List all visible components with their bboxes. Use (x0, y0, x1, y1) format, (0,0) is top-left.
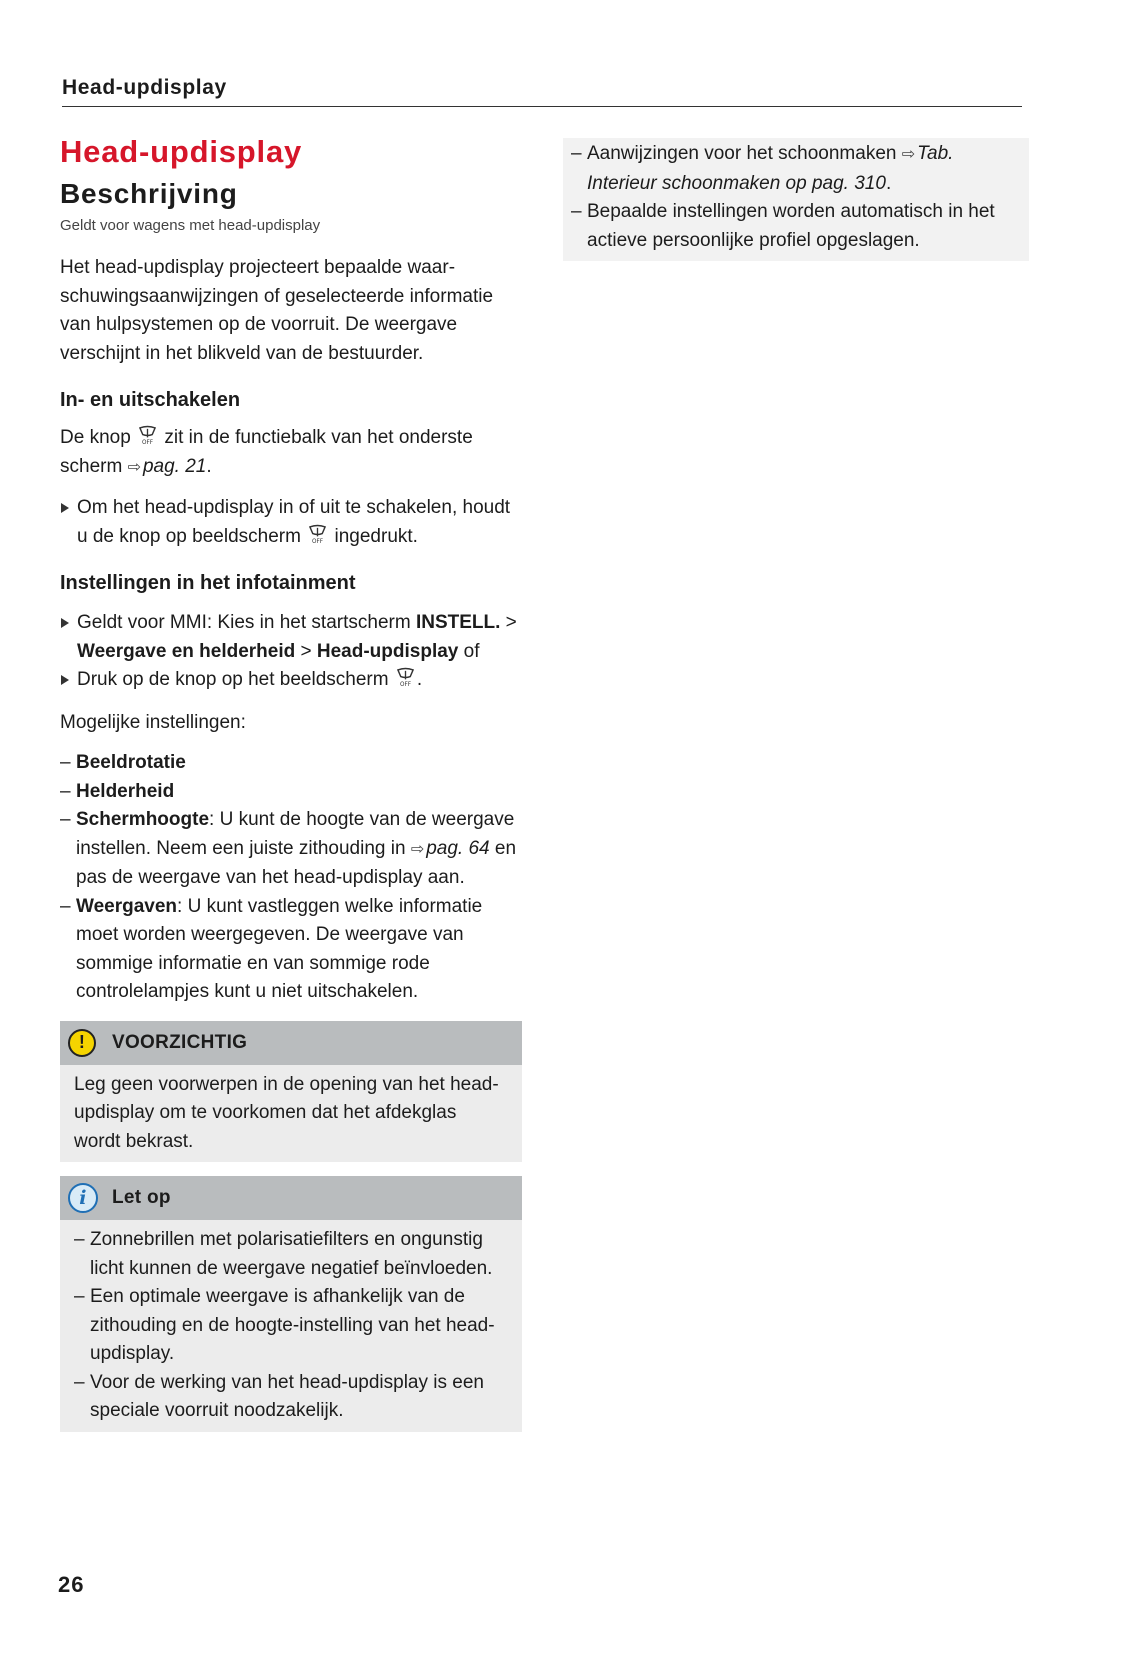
svg-text:OFF: OFF (399, 682, 411, 688)
hud-off-icon (396, 667, 415, 688)
page-ref-64[interactable]: pag. 64 (426, 837, 490, 859)
list-item (60, 806, 522, 893)
option-weergaven: Weergaven (76, 895, 178, 917)
note-label: Let op (112, 1187, 171, 1208)
hud-off-icon (308, 524, 327, 545)
running-header: Head-updisplay (62, 76, 1022, 107)
caution-header (60, 1021, 522, 1065)
cleaning-note-text: Aanwijzingen voor het schoonmaken (587, 143, 897, 164)
onoff-text-end: . (206, 455, 212, 477)
onoff-step-text: Om het head-updisplay in of uit te schakelen, houdt u de knop op beeldscherm (77, 497, 511, 547)
option-weergaven-text: : U kunt vastleggen welke informatie moet worden weergegeven. De weergave van sommige informatie en van sommige rode controlelampjes kunt u niet uitschakelen. (76, 895, 483, 1002)
option-beeldrotatie: Beeldrotatie (76, 752, 186, 773)
subsection-title: Beschrijving (60, 178, 238, 209)
menu-separator: > (295, 640, 317, 662)
menu-separator: > (500, 612, 517, 633)
settings-step-1 (60, 609, 522, 666)
ref-arrow-icon: ⇨ (127, 458, 141, 476)
applies-to-note: Geldt voor wagens met head-updisplay (60, 217, 321, 234)
settings-step-2 (60, 666, 522, 695)
note-list (74, 1226, 508, 1426)
option-schermhoogte-end: en pas de weergave van het head-updisplay aan. (76, 837, 517, 888)
ref-arrow-icon: ⇨ (410, 840, 425, 858)
step-triangle-icon (61, 675, 69, 685)
list-item: – Een optimale weergave is afhankelijk van de zithouding en de hoogte-instelling van het head-updisplay. (74, 1283, 508, 1369)
list-item: – Voor de werking van het head-updisplay is een speciale voorruit noodzakelijk. (74, 1369, 508, 1426)
possible-settings-label: Mogelijke instellingen: (60, 711, 246, 733)
list-item (60, 893, 522, 1007)
settings-step1-text: Geldt voor MMI: Kies in het startscherm (77, 612, 411, 633)
caution-text: Leg geen voorwerpen in de opening van het head-updisplay om te voorkomen dat het afdekglas wordt bekrast. (74, 1073, 499, 1152)
list-item: – Zonnebrillen met polarisatiefilters en ongunstig licht kunnen de weergave negatief beïnvloeden. (74, 1226, 508, 1283)
caution-box (60, 1021, 522, 1163)
list-item (60, 749, 522, 778)
onoff-paragraph (60, 424, 522, 482)
page-ref-21[interactable]: pag. 21 (142, 455, 207, 477)
list-item: – Bepaalde instellingen worden automatisch in het actieve persoonlijke profiel opgeslagen. (571, 198, 1021, 255)
onoff-text-2: zit in de functiebalk van het onderste scherm (60, 427, 473, 477)
table-ref-310[interactable]: Tab. Interieur schoonmaken op pag. 310 (587, 143, 954, 194)
page-number: 26 (58, 1572, 85, 1597)
step-triangle-icon (61, 618, 69, 628)
hud-off-icon (138, 425, 157, 446)
list-item (60, 778, 522, 807)
onoff-heading: In- en uitschakelen (60, 389, 241, 411)
continued-note-box (563, 138, 1029, 261)
intro-paragraph: Het head-updisplay projecteert bepaalde waarschuwingsaanwijzingen of geselecteerde informatie van hulpsystemen op de voorruit. De weergave verschijnt in het blikveld van de bestuurder. (60, 257, 494, 364)
settings-step2-end: . (416, 669, 423, 690)
caution-label: VOORZICHTIG (112, 1031, 248, 1053)
caution-icon: ! (68, 1029, 96, 1057)
right-column (563, 138, 1023, 261)
menu-path-weergave: Weergave en helderheid (77, 640, 296, 662)
cleaning-note-end: . (885, 172, 892, 194)
info-icon: i (68, 1183, 98, 1213)
settings-step1-end: of (458, 640, 480, 662)
svg-text:OFF: OFF (312, 538, 324, 545)
section-title: Head-updisplay (60, 134, 303, 169)
onoff-step-text-end: ingedrukt. (334, 525, 418, 547)
settings-options-list (60, 749, 522, 1007)
onoff-text-1: De knop (60, 427, 131, 448)
list-item (571, 140, 1021, 198)
menu-path-instell: INSTELL. (415, 612, 501, 633)
onoff-step (60, 494, 522, 551)
onoff-steps (60, 494, 522, 551)
settings-steps (60, 609, 522, 695)
continued-note-list (571, 140, 1021, 255)
menu-path-head-updisplay: Head-updisplay (316, 640, 459, 662)
left-column (60, 134, 522, 1432)
ref-arrow-icon: ⇨ (901, 146, 916, 163)
step-triangle-icon (61, 503, 69, 513)
settings-heading: Instellingen in het infotainment (60, 572, 356, 594)
note-header (60, 1176, 522, 1220)
note-box (60, 1176, 522, 1432)
option-schermhoogte-text: : U kunt de hoogte van de weergave instellen. Neem een juiste zithouding in (76, 809, 515, 859)
option-helderheid: Helderheid (76, 780, 175, 802)
note-body (60, 1220, 522, 1432)
option-schermhoogte: Schermhoogte (76, 809, 210, 830)
svg-text:OFF: OFF (142, 440, 154, 446)
settings-step2-text: Druk op de knop op het beeldscherm (77, 669, 389, 690)
